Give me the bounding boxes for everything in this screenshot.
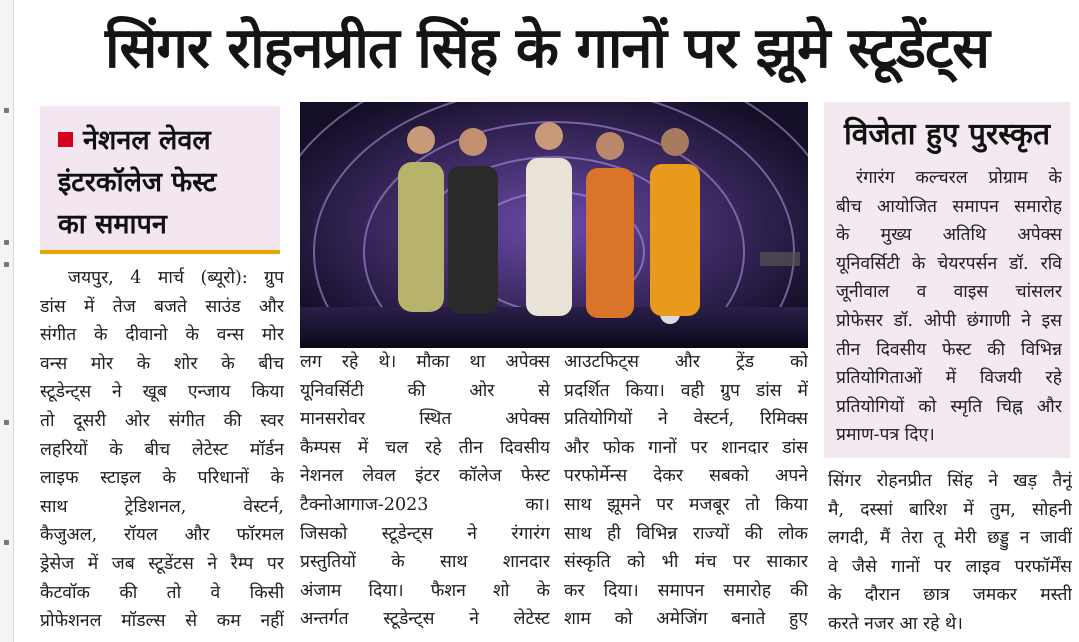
text-line: जूनीवाल व वाइस चांसलर — [836, 282, 1062, 303]
margin-mark — [4, 540, 9, 545]
text-line: प्रतियोगियों ने वेस्टर्न, रिमिक्स — [564, 409, 808, 430]
text-line: प्रतियोगियों को स्मृति चिह्न और — [836, 396, 1062, 417]
text-line: अंजाम दिया। फैशन शो के — [300, 580, 550, 601]
side-headline-line — [58, 120, 270, 162]
text-line: कैजुअल, रॉयल और फॉरमल — [40, 525, 284, 546]
text-line: स्टूडेन्ट्स ने खूब एन्जाय किया — [40, 382, 284, 403]
text-line: करते नजर आ रहे थे। — [828, 613, 963, 634]
text-line: नेशनल लेवल इंटर कॉलेज फेस्ट — [300, 466, 550, 487]
article-column-3 — [564, 348, 808, 634]
text-line: संगीत के दीवानो के वन्स मोर — [40, 325, 284, 346]
margin-mark — [4, 108, 9, 113]
text-line: मै, दस्सां बारिश में तुम, सोहनी — [828, 499, 1072, 520]
text-line: के दौरान छात्र जमकर मस्ती — [828, 585, 1072, 606]
text-line: साथ ही विभिन्न राज्यों की लोक — [564, 523, 808, 544]
headline: सिंगर रोहनप्रीत सिंह के गानों पर झूमे स्टूडेंट्स — [104, 16, 990, 81]
text-line: शाम को अमेजिंग बनाते हुए — [564, 609, 808, 630]
text-line: प्रोफेसर डॉ. ओपी छंगाणी ने इस — [836, 310, 1062, 331]
margin-mark — [4, 262, 9, 267]
text-line: ड्रेसेज में जब स्टूडेंटस ने रैम्प पर — [40, 553, 284, 574]
text-line: प्रोफेशनल मॉडल्स से कम नहीं — [40, 611, 284, 632]
text-line: कैटवॉक की तो वे किसी — [40, 582, 284, 603]
text-line: प्रमाण-पत्र दिए। — [836, 425, 935, 446]
text-line: यूनिवर्सिटी की ओर से — [300, 380, 550, 401]
article-column-1 — [40, 264, 284, 636]
text-line: प्रदर्शित किया। वही ग्रुप डांस में — [564, 380, 808, 401]
text-line: परफोर्मेन्स देकर सबको अपने — [564, 466, 808, 487]
text-line: संस्कृति को भी मंच पर साकार — [564, 552, 808, 573]
text-line: और फोक गानों पर शानदार डांस — [564, 437, 808, 458]
side-headline-line: इंटरकॉलेज फेस्ट — [58, 167, 217, 198]
article-column-2 — [300, 348, 550, 634]
text-line: मानसरोवर स्थित अपेक्स — [300, 409, 550, 430]
text-line: कैम्पस में चल रहे तीन दिवसीय — [300, 437, 550, 458]
margin-mark — [4, 240, 9, 245]
text-line: रंगारंग कल्चरल प्रोग्राम के — [856, 168, 1062, 188]
text-line: लग रहे थे। मौका था अपेक्स — [300, 352, 550, 372]
text-line: साथ झूमने पर मजबूर तो किया — [564, 494, 808, 515]
text-line: तीन दिवसीय फेस्ट की विभिन्न — [836, 339, 1062, 360]
text-line: लगदी, मैं तेरा तू मेरी छड्डु न जावीं — [828, 528, 1072, 549]
square-bullet-icon — [58, 132, 73, 147]
margin-mark — [4, 420, 9, 425]
text-line: टैक्नोआगाज-2023 का। — [300, 494, 550, 515]
stage-photo-illustration — [300, 102, 808, 348]
text-line: यूनिवर्सिटी के चेयरपर्सन डॉ. रवि — [836, 253, 1062, 274]
text-line: प्रस्तुतियों के साथ शानदार — [300, 552, 550, 573]
side-headline — [40, 106, 280, 254]
text-line: वे जैसे गानों पर लाइव परफॉर्मेंस — [828, 556, 1072, 577]
text-line: सिंगर रोहनप्रीत सिंह ने खड़ तैनूं — [828, 471, 1072, 491]
text-line: लहरियों के बीच लेटेस्ट मॉर्डन — [40, 439, 284, 460]
side-headline-line: का समापन — [58, 209, 167, 240]
side-headline-text: नेशनल लेवल — [83, 125, 211, 156]
text-line: वन्स मोर के शोर के बीच — [40, 353, 284, 374]
winners-sidebar-box — [824, 102, 1070, 458]
sidebar-box-body — [836, 164, 1062, 450]
text-line: डांस में तेज बजते साउंड और — [40, 296, 284, 317]
text-line: के मुख्य अतिथि अपेक्स — [836, 225, 1062, 246]
text-line: जयपुर, 4 मार्च (ब्यूरो): ग्रुप — [68, 268, 284, 288]
text-line: अन्तर्गत स्टूडेन्ट्स ने लेटेस्ट — [300, 609, 550, 630]
text-line: कर दिया। समापन समारोह की — [564, 580, 808, 601]
sidebar-box-title: विजेता हुए पुरस्कृत — [843, 117, 1051, 152]
text-line: तो दूसरी ओर संगीत की स्वर — [40, 410, 284, 431]
article-column-4 — [828, 467, 1072, 639]
text-line: साथ ट्रेडिशनल, वेस्टर्न, — [40, 496, 284, 517]
text-line: जिसको स्टूडेन्ट्स ने रंगारंग — [300, 523, 550, 544]
text-line: आउटफिट्स और ट्रेंड को — [564, 352, 808, 372]
text-line: लाइफ स्टाइल के परिधानों के — [40, 468, 284, 489]
page-margin — [0, 0, 14, 642]
text-line: प्रतियोगिताओं में विजयी रहे — [836, 368, 1062, 389]
text-line: बीच आयोजित समापन समारोह — [836, 196, 1062, 217]
fashion-show-photo — [300, 102, 808, 348]
